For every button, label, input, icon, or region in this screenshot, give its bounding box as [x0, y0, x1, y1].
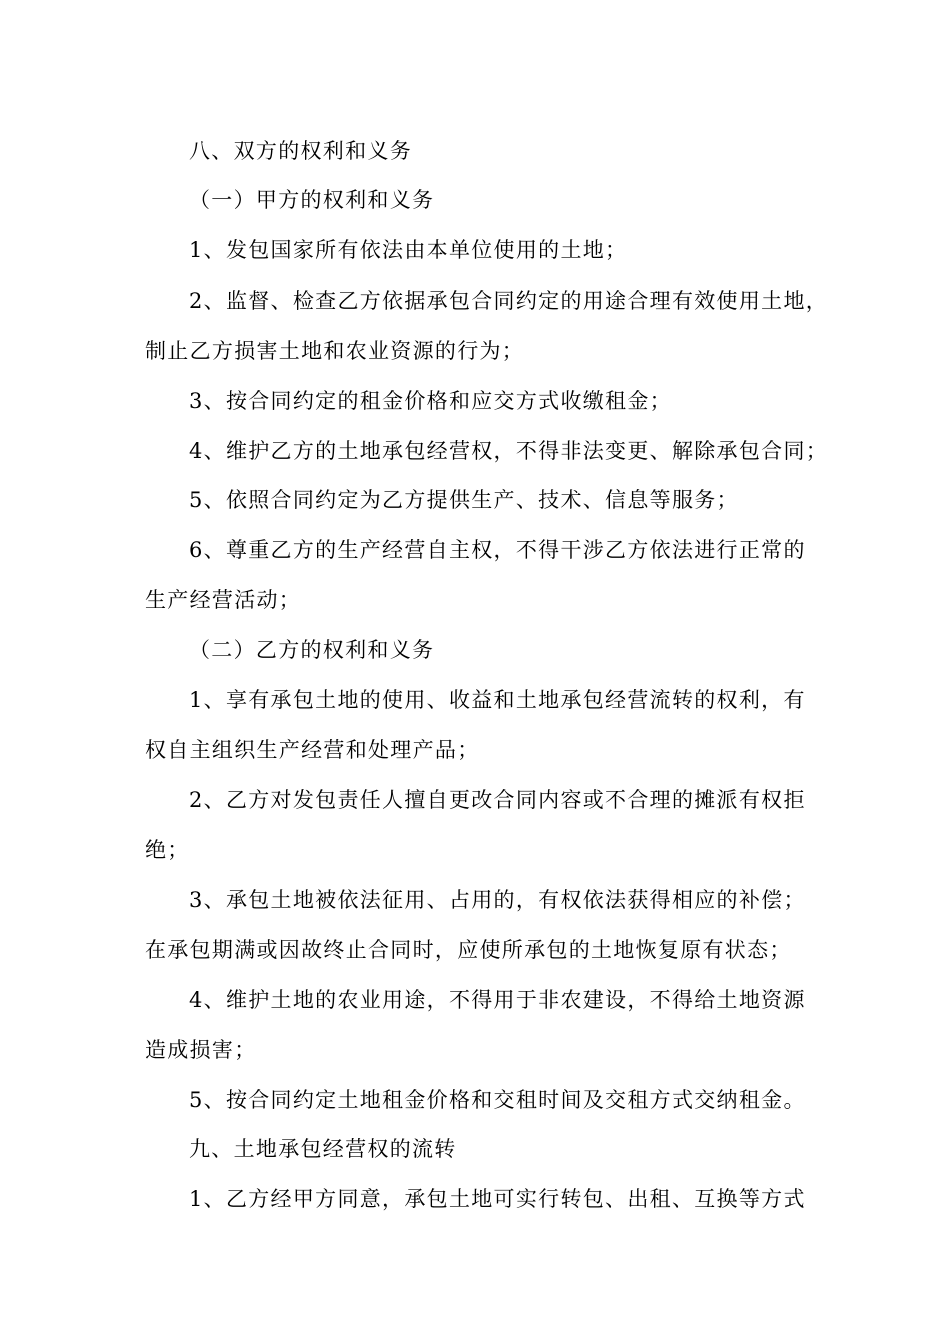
- paragraph-line: 1、享有承包土地的使用、收益和土地承包经营流转的权利，有: [189, 688, 806, 712]
- paragraph-line: 4、维护土地的农业用途，不得用于非农建设，不得给土地资源: [189, 988, 806, 1012]
- paragraph-line: 1、发包国家所有依法由本单位使用的土地；: [189, 238, 628, 262]
- paragraph-line: 制止乙方损害土地和农业资源的行为；: [145, 339, 525, 363]
- paragraph-line: 权自主组织生产经营和处理产品；: [145, 738, 480, 762]
- section-heading-8: 八、双方的权利和义务: [189, 139, 412, 163]
- section-heading-9: 九、土地承包经营权的流转: [189, 1137, 457, 1161]
- subsection-heading-party-a: （一）甲方的权利和义务: [189, 188, 435, 212]
- paragraph-line: 生产经营活动；: [145, 588, 302, 612]
- paragraph-line: 在承包期满或因故终止合同时，应使所承包的土地恢复原有状态；: [145, 938, 792, 962]
- paragraph-line: 2、监督、检查乙方依据承包合同约定的用途合理有效使用土地，: [189, 289, 829, 313]
- paragraph-line: 3、承包土地被依法征用、占用的，有权依法获得相应的补偿；: [189, 888, 806, 912]
- subsection-heading-party-b: （二）乙方的权利和义务: [189, 638, 435, 662]
- paragraph-line: 1、乙方经甲方同意，承包土地可实行转包、出租、互换等方式: [189, 1187, 806, 1211]
- paragraph-line: 2、乙方对发包责任人擅自更改合同内容或不合理的摊派有权拒: [189, 788, 806, 812]
- paragraph-line: 5、按合同约定土地租金价格和交租时间及交租方式交纳租金。: [189, 1088, 806, 1112]
- paragraph-line: 5、依照合同约定为乙方提供生产、技术、信息等服务；: [189, 488, 739, 512]
- paragraph-line: 6、尊重乙方的生产经营自主权，不得干涉乙方依法进行正常的: [189, 538, 806, 562]
- paragraph-line: 造成损害；: [145, 1038, 257, 1062]
- paragraph-line: 3、按合同约定的租金价格和应交方式收缴租金；: [189, 389, 672, 413]
- paragraph-line: 4、维护乙方的土地承包经营权，不得非法变更、解除承包合同；: [189, 439, 829, 463]
- paragraph-line: 绝；: [145, 838, 190, 862]
